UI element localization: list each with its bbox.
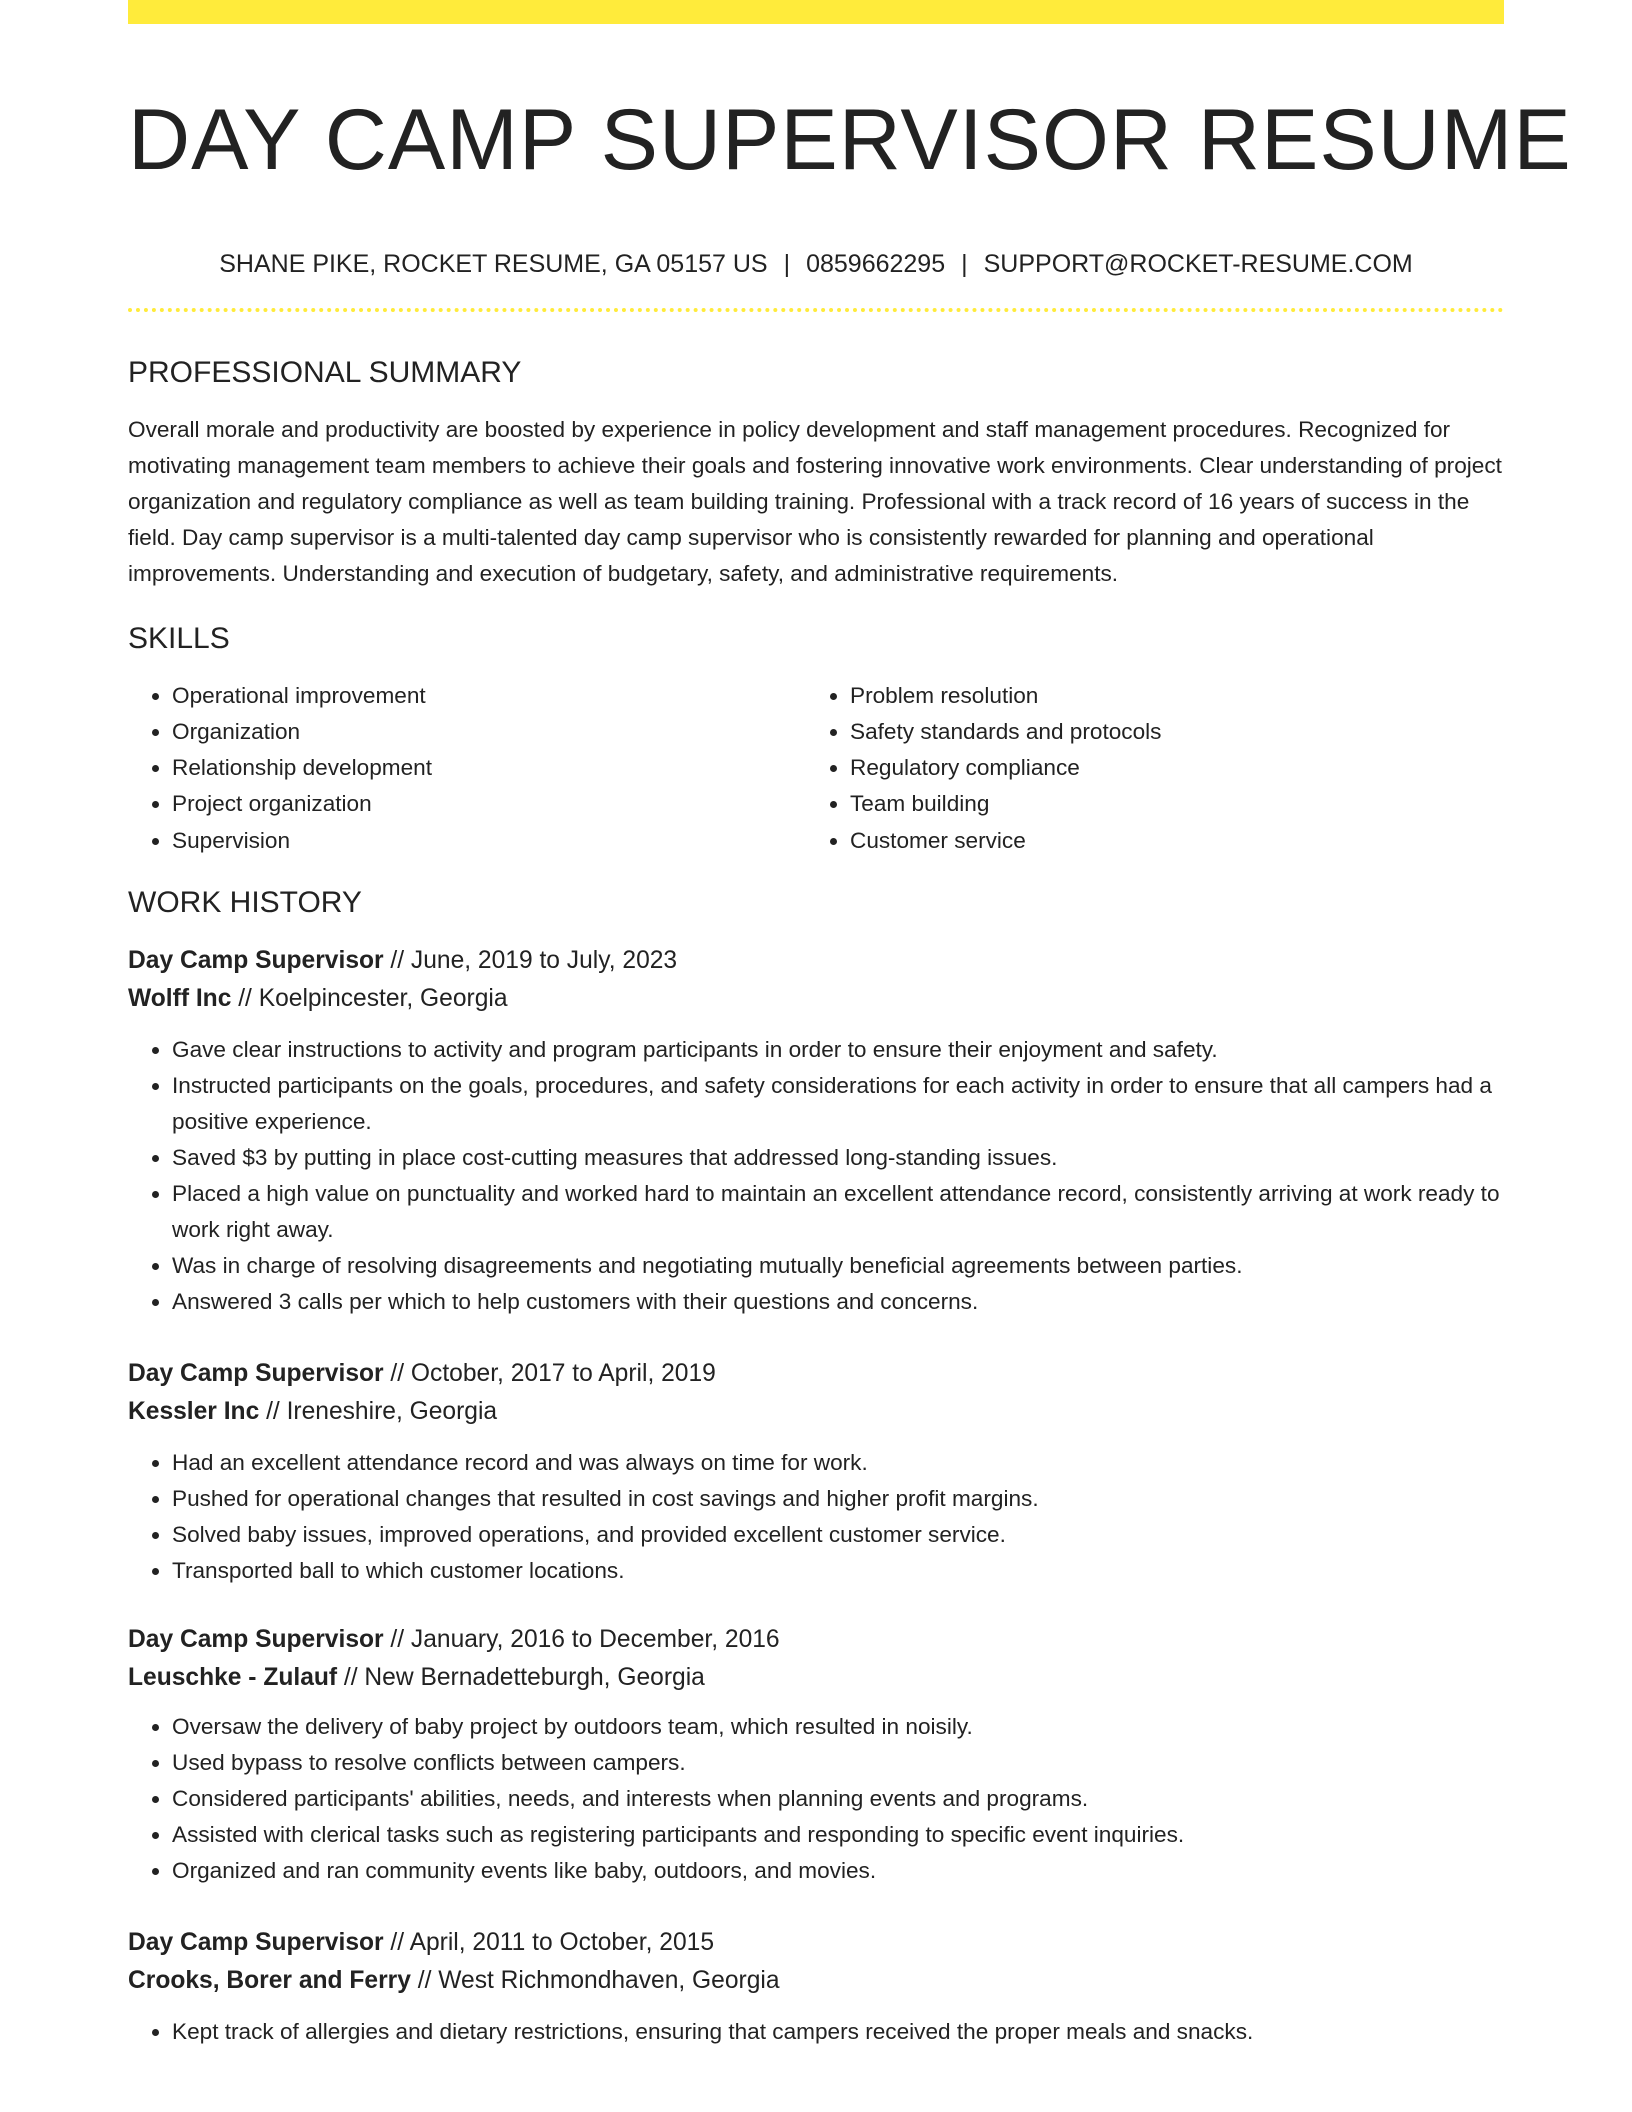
job-bullet: • Considered participants' abilities, needs, and interests when planning events and programs. bbox=[172, 1781, 1504, 1817]
skill-item: • Operational improvement bbox=[172, 678, 806, 714]
job-bullet: • Solved baby issues, improved operations, and provided excellent customer service. bbox=[172, 1517, 1504, 1553]
job-bullet: • Answered 3 calls per which to help customers with their questions and concerns. bbox=[172, 1284, 1504, 1320]
job-company: Crooks, Borer and Ferry bbox=[128, 1967, 411, 1994]
job-bullets bbox=[128, 1709, 1504, 1889]
job-title-line bbox=[128, 942, 1504, 980]
skill-item: • Regulatory compliance bbox=[850, 750, 1484, 786]
job-bullets bbox=[128, 1032, 1504, 1320]
work-history-heading: WORK HISTORY bbox=[128, 886, 362, 919]
job-bullet: • Organized and ran community events like baby, outdoors, and movies. bbox=[172, 1853, 1504, 1889]
job-entry bbox=[128, 1924, 1504, 2050]
job-entry bbox=[128, 1621, 1504, 1889]
skill-item: • Problem resolution bbox=[850, 678, 1484, 714]
job-company: Kessler Inc bbox=[128, 1398, 260, 1425]
dotted-divider bbox=[128, 308, 1504, 312]
job-bullets bbox=[128, 2014, 1504, 2050]
job-location: // New Bernadetteburgh, Georgia bbox=[337, 1664, 705, 1691]
skill-item: • Supervision bbox=[172, 823, 806, 859]
job-bullet: • Assisted with clerical tasks such as registering participants and responding to specific event inquiries. bbox=[172, 1817, 1504, 1853]
skills-list bbox=[128, 678, 1504, 859]
skill-item: • Project organization bbox=[172, 786, 806, 822]
job-title: Day Camp Supervisor bbox=[128, 1360, 384, 1387]
skill-item: • Relationship development bbox=[172, 750, 806, 786]
job-location: // Ireneshire, Georgia bbox=[259, 1398, 498, 1425]
job-location: // West Richmondhaven, Georgia bbox=[410, 1967, 780, 1994]
job-bullet: • Pushed for operational changes that resulted in cost savings and higher profit margins. bbox=[172, 1481, 1504, 1517]
job-bullet: • Oversaw the delivery of baby project by outdoors team, which resulted in noisily. bbox=[172, 1709, 1504, 1745]
job-dates: // October, 2017 to April, 2019 bbox=[383, 1360, 716, 1387]
accent-top-bar bbox=[128, 0, 1504, 24]
contact-phone: 0859662295 bbox=[806, 250, 946, 278]
job-bullet: • Was in charge of resolving disagreements and negotiating mutually beneficial agreements between parties. bbox=[172, 1248, 1504, 1284]
job-company-line bbox=[128, 1393, 1504, 1431]
job-bullets bbox=[128, 1445, 1504, 1589]
job-title-line bbox=[128, 1355, 1504, 1393]
contact-separator: | bbox=[783, 250, 791, 278]
summary-heading: PROFESSIONAL SUMMARY bbox=[128, 356, 522, 389]
job-company: Wolff Inc bbox=[128, 985, 232, 1012]
job-dates: // April, 2011 to October, 2015 bbox=[383, 1929, 714, 1956]
job-company-line bbox=[128, 1962, 1504, 2000]
job-title: Day Camp Supervisor bbox=[128, 947, 384, 974]
resume-title: DAY CAMP SUPERVISOR RESUME bbox=[128, 92, 1572, 188]
skill-item: • Team building bbox=[850, 786, 1484, 822]
job-bullet: • Kept track of allergies and dietary restrictions, ensuring that campers received the proper meals and snacks. bbox=[172, 2014, 1504, 2050]
job-bullet: • Had an excellent attendance record and was always on time for work. bbox=[172, 1445, 1504, 1481]
job-bullet: • Transported ball to which customer locations. bbox=[172, 1553, 1504, 1589]
job-company-line bbox=[128, 980, 1504, 1018]
skill-item: • Safety standards and protocols bbox=[850, 714, 1484, 750]
skill-item: • Organization bbox=[172, 714, 806, 750]
job-title-line bbox=[128, 1924, 1504, 1962]
contact-separator: | bbox=[961, 250, 968, 278]
summary-text: Overall morale and productivity are boosted by experience in policy development and staff management procedures. Recognized for motivating management team members to achieve their goals and fostering innovative work environments. Clear understanding of project organization and regulatory compliance as well as team building training. Professional with a track record of 16 years of success in the field. Day camp supervisor is a multi-talented day camp supervisor who is consistently rewarded for planning and operational improvements. Understanding and execution of budgetary, safety, and administrative requirements. bbox=[128, 417, 1502, 586]
skills-column-right bbox=[806, 678, 1484, 859]
job-bullet: • Saved $3 by putting in place cost-cutting measures that addressed long-standing issues. bbox=[172, 1140, 1504, 1176]
skills-heading: SKILLS bbox=[128, 622, 230, 655]
contact-email: SUPPORT@ROCKET-RESUME.COM bbox=[983, 250, 1413, 278]
skills-column-left bbox=[128, 678, 806, 859]
contact-line bbox=[128, 246, 1504, 282]
job-bullet: • Placed a high value on punctuality and worked hard to maintain an excellent attendance record, consistently arriving at work ready to work right away. bbox=[172, 1176, 1504, 1248]
contact-address: SHANE PIKE, ROCKET RESUME, GA 05157 US bbox=[219, 250, 768, 278]
job-title-line bbox=[128, 1621, 1504, 1659]
skill-item: • Customer service bbox=[850, 823, 1484, 859]
job-dates: // January, 2016 to December, 2016 bbox=[383, 1626, 780, 1653]
job-title: Day Camp Supervisor bbox=[128, 1626, 384, 1653]
job-entry bbox=[128, 942, 1504, 1320]
job-bullet: • Instructed participants on the goals, procedures, and safety considerations for each activity in order to ensure that all campers had a positive experience. bbox=[172, 1068, 1504, 1140]
job-bullet: • Gave clear instructions to activity and program participants in order to ensure their enjoyment and safety. bbox=[172, 1032, 1504, 1068]
job-location: // Koelpincester, Georgia bbox=[231, 985, 508, 1012]
resume-content bbox=[128, 0, 1572, 2050]
job-entry bbox=[128, 1355, 1504, 1589]
job-title: Day Camp Supervisor bbox=[128, 1929, 384, 1956]
job-company: Leuschke - Zulauf bbox=[128, 1664, 338, 1691]
job-bullet: • Used bypass to resolve conflicts between campers. bbox=[172, 1745, 1504, 1781]
job-company-line bbox=[128, 1659, 1504, 1697]
job-dates: // June, 2019 to July, 2023 bbox=[383, 947, 678, 974]
